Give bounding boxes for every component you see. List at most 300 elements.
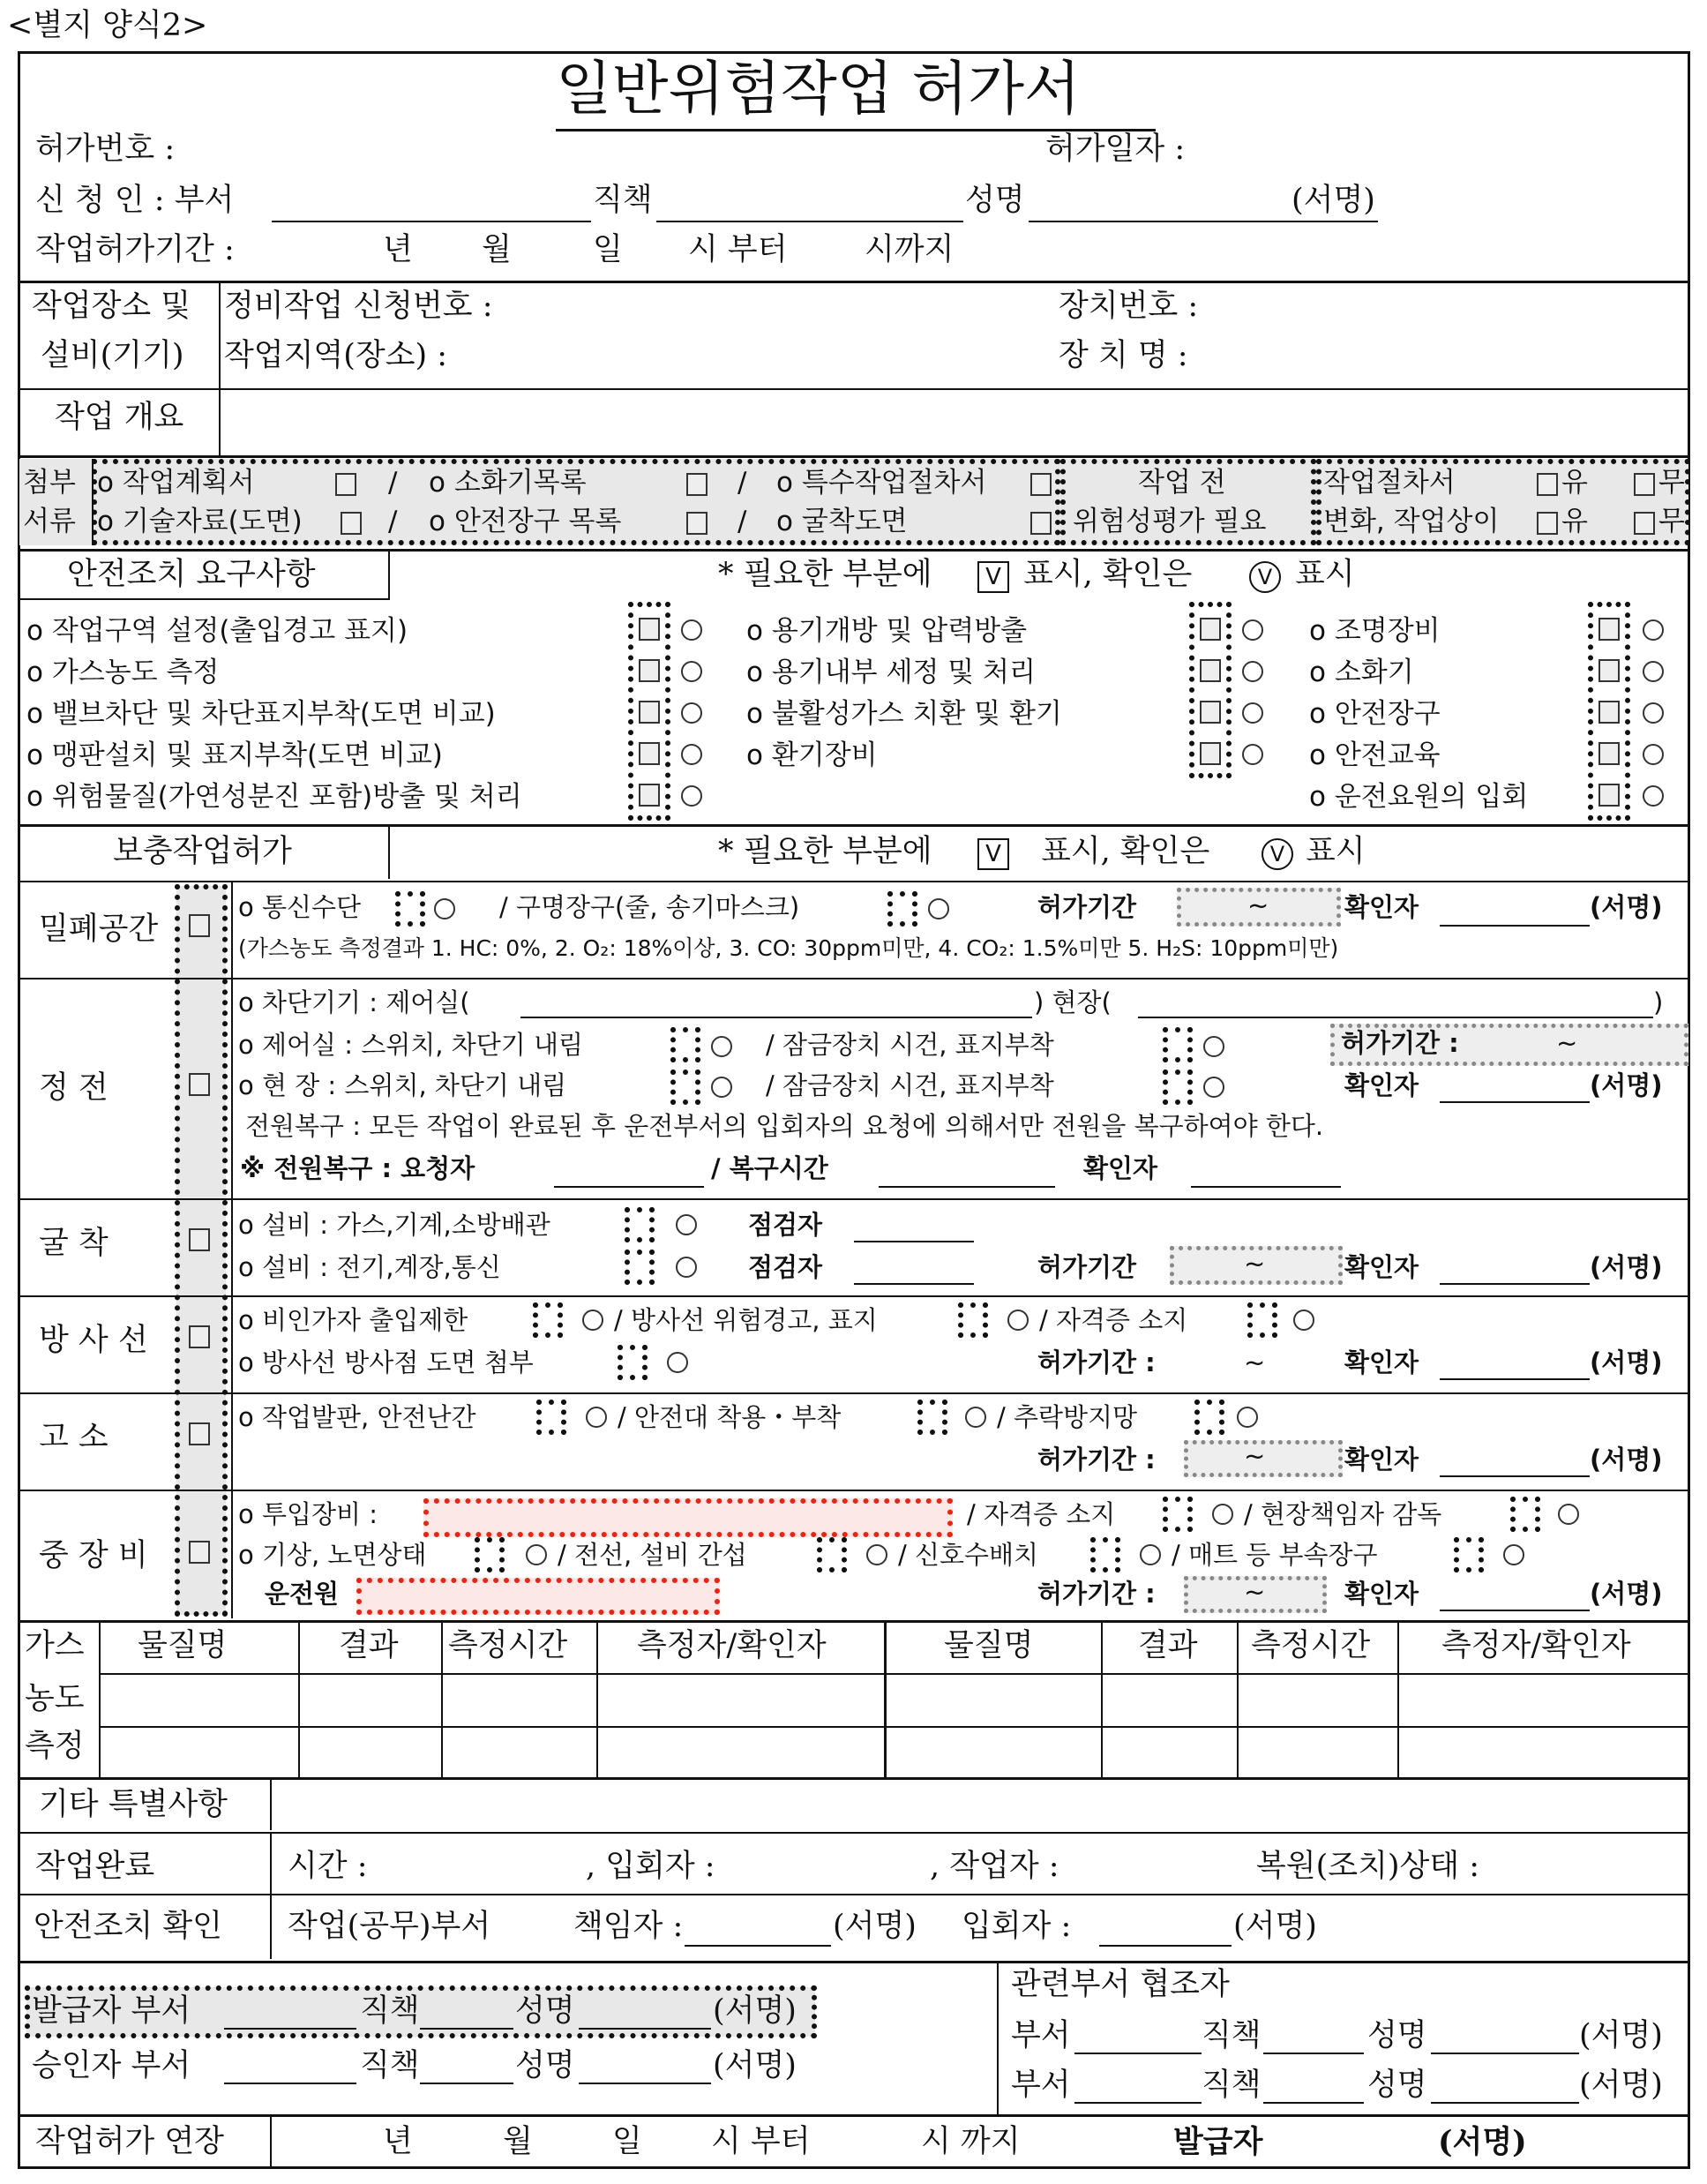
extension-label: 작업허가 연장 bbox=[35, 2124, 224, 2159]
risk-label-1: 작업 전 bbox=[1138, 467, 1226, 499]
heavy-mat-checkbox[interactable] bbox=[1454, 1537, 1484, 1572]
overview-field[interactable] bbox=[222, 392, 1687, 454]
safety-zone-checkbox[interactable] bbox=[639, 618, 660, 641]
power-site-lock-confirm[interactable] bbox=[1203, 1077, 1224, 1098]
attach-item-work-plan: o 작업계획서 bbox=[97, 467, 255, 499]
radiation-access-confirm[interactable] bbox=[582, 1310, 603, 1331]
safety-extinguisher-confirm[interactable] bbox=[1643, 661, 1664, 682]
height-sign: (서명) bbox=[1590, 1445, 1663, 1475]
excavation-checkbox[interactable] bbox=[189, 1228, 210, 1251]
divider bbox=[18, 1894, 1690, 1895]
proc-yes-1: 유 bbox=[1561, 467, 1588, 499]
heavy-line2b: / 전선, 설비 간섭 bbox=[558, 1540, 747, 1570]
divider bbox=[99, 1726, 1690, 1728]
power-control-room-field[interactable] bbox=[520, 1017, 1032, 1018]
power-line3b: / 잠금장치 시건, 표지부착 bbox=[766, 1070, 1054, 1100]
safety-item-operator: o 운전요원의 입회 bbox=[1309, 781, 1529, 813]
radiation-line1a: o 비인가자 출입제한 bbox=[238, 1305, 468, 1335]
divider bbox=[18, 455, 1690, 458]
proc-no-checkbox-1[interactable] bbox=[1634, 473, 1655, 496]
issuer-name: 성명 bbox=[515, 1993, 575, 2029]
complete-restore: 복원(조치)상태 : bbox=[1256, 1849, 1480, 1884]
complete-label: 작업완료 bbox=[35, 1849, 155, 1884]
safety-valve-checkbox[interactable] bbox=[639, 701, 660, 724]
divider bbox=[18, 388, 1690, 390]
safety-ppe-checkbox[interactable] bbox=[1598, 701, 1620, 724]
safety-vessel-open-confirm[interactable] bbox=[1242, 619, 1263, 641]
confined-period-label: 허가기간 bbox=[1037, 892, 1137, 922]
divider bbox=[231, 881, 233, 1618]
power-control-lock-checkbox[interactable] bbox=[1163, 1027, 1193, 1062]
approver-label: 승인자 부서 bbox=[32, 2048, 191, 2083]
divider bbox=[99, 1620, 101, 1777]
gas-header-result: 결과 bbox=[339, 1628, 399, 1663]
power-control-switch-checkbox[interactable] bbox=[670, 1027, 700, 1062]
safety-operator-confirm[interactable] bbox=[1643, 785, 1664, 807]
safety-hazmat-confirm[interactable] bbox=[681, 785, 702, 807]
power-line5a: ※ 전원복구 : 요청자 bbox=[240, 1153, 475, 1183]
radiation-line1c: / 자격증 소지 bbox=[1039, 1305, 1188, 1335]
complete-witness: , 입회자 : bbox=[586, 1849, 715, 1884]
power-period-tilde: ~ bbox=[1556, 1028, 1578, 1058]
issuer-name-field[interactable] bbox=[579, 2028, 711, 2030]
safety-zone-confirm[interactable] bbox=[681, 619, 702, 641]
divider bbox=[596, 1620, 598, 1777]
special-label: 기타 특별사항 bbox=[39, 1787, 228, 1822]
heavy-label: 중 장 비 bbox=[39, 1538, 148, 1573]
radiation-drawing-checkbox[interactable] bbox=[618, 1345, 648, 1380]
permit-date-label: 허가일자 : bbox=[1045, 131, 1186, 167]
height-railing-checkbox[interactable] bbox=[536, 1400, 566, 1435]
attach-tech-data-checkbox[interactable] bbox=[341, 512, 362, 535]
safety-gas-checkbox[interactable] bbox=[639, 659, 660, 682]
safety-vessel-clean-checkbox[interactable] bbox=[1200, 659, 1221, 682]
excavation-period-label: 허가기간 bbox=[1037, 1252, 1137, 1282]
divider bbox=[18, 978, 1690, 979]
coop-position-1-field[interactable] bbox=[1263, 2053, 1364, 2054]
heavy-interference-checkbox[interactable] bbox=[817, 1537, 847, 1572]
height-railing-confirm[interactable] bbox=[586, 1407, 607, 1428]
power-control-switch-confirm[interactable] bbox=[711, 1036, 732, 1057]
supp-title: 보충작업허가 bbox=[113, 834, 292, 869]
divider bbox=[1101, 1620, 1103, 1777]
safety-vent-checkbox[interactable] bbox=[1200, 742, 1221, 765]
divider bbox=[270, 2114, 272, 2169]
radiation-sign: (서명) bbox=[1590, 1347, 1663, 1377]
radiation-checkbox[interactable] bbox=[189, 1325, 210, 1348]
heavy-interference-confirm[interactable] bbox=[866, 1544, 887, 1565]
divider bbox=[270, 1832, 272, 1959]
supp-v-mark: V bbox=[977, 838, 1009, 870]
height-line1a: o 작업발판, 안전난간 bbox=[238, 1402, 476, 1432]
power-period-label: 허가기간 : bbox=[1341, 1028, 1459, 1058]
confined-sign: (서명) bbox=[1590, 892, 1663, 922]
period-to: 시까지 bbox=[865, 232, 955, 267]
attach-item-excavation-dwg: o 굴착도면 bbox=[776, 506, 908, 537]
excavation-label: 굴 착 bbox=[39, 1226, 109, 1261]
height-line1c: / 추락방지망 bbox=[997, 1402, 1138, 1432]
confined-label: 밀폐공간 bbox=[39, 912, 159, 947]
applicant-name-field[interactable] bbox=[1029, 221, 1378, 222]
divider bbox=[997, 1961, 999, 2114]
divider bbox=[18, 1777, 1690, 1780]
proc-label-1: 작업절차서 bbox=[1323, 467, 1456, 499]
height-confirmer: 확인자 bbox=[1344, 1445, 1419, 1475]
power-line5c: 확인자 bbox=[1083, 1153, 1158, 1183]
applicant-dept-label: 신 청 인 : 부서 bbox=[35, 183, 235, 218]
divider bbox=[18, 1961, 1690, 1963]
confined-line2: (가스농도 측정결과 1. HC: 0%, 2. O₂: 18%이상, 3. CO: 30ppm미만, 4. CO₂: 1.5%미만 5. H₂S: 10ppm미만) bbox=[238, 935, 1339, 961]
height-confirmer-field[interactable] bbox=[1440, 1475, 1590, 1477]
excavation-inspector-2-field[interactable] bbox=[854, 1283, 974, 1285]
heavy-supervisor-confirm[interactable] bbox=[1558, 1504, 1579, 1525]
confirm-dept: 작업(공무)부서 bbox=[288, 1909, 491, 1944]
gas-header-result-2: 결과 bbox=[1138, 1628, 1198, 1663]
location-label-1: 작업장소 및 bbox=[32, 289, 191, 324]
safety-vent-confirm[interactable] bbox=[1242, 744, 1263, 765]
power-control-lock-confirm[interactable] bbox=[1203, 1036, 1224, 1057]
form-label: <별지 양식2> bbox=[7, 8, 208, 43]
extension-from: 시 부터 bbox=[711, 2124, 811, 2159]
height-net-checkbox[interactable] bbox=[1194, 1400, 1224, 1435]
height-checkbox[interactable] bbox=[189, 1422, 210, 1445]
safety-item-zone: o 작업구역 설정(출입경고 표지) bbox=[26, 615, 408, 647]
attach-slash: / bbox=[388, 506, 398, 537]
safety-item-education: o 안전교육 bbox=[1309, 739, 1441, 771]
heavy-license-confirm[interactable] bbox=[1212, 1504, 1233, 1525]
divider bbox=[1237, 1620, 1239, 1777]
issuer-position-field[interactable] bbox=[420, 2028, 513, 2030]
power-confirmer-field[interactable] bbox=[1440, 1101, 1590, 1103]
proc-no-checkbox-2[interactable] bbox=[1634, 512, 1655, 535]
divider bbox=[92, 459, 94, 545]
coop-position-2: 직책 bbox=[1202, 2068, 1262, 2103]
applicant-position-field[interactable] bbox=[656, 221, 963, 222]
radiation-line2: o 방사선 방사점 도면 첨부 bbox=[238, 1347, 534, 1377]
safety-item-vessel-clean: o 용기내부 세정 및 처리 bbox=[746, 657, 1036, 688]
gas-header-inspector-2: 측정자/확인자 bbox=[1441, 1628, 1631, 1663]
safety-hazmat-checkbox[interactable] bbox=[639, 784, 660, 807]
issuer-dept-field[interactable] bbox=[224, 2028, 356, 2030]
safety-inert-confirm[interactable] bbox=[1242, 702, 1263, 724]
confined-lifesaving-checkbox[interactable] bbox=[887, 891, 917, 927]
issuer-sign: (서명) bbox=[713, 1993, 797, 2029]
divider bbox=[441, 1620, 443, 1777]
heavy-weather-checkbox[interactable] bbox=[475, 1537, 505, 1572]
attach-extinguisher-checkbox[interactable] bbox=[686, 473, 708, 496]
coop-sign-1: (서명) bbox=[1579, 2018, 1663, 2053]
heavy-mat-confirm[interactable] bbox=[1503, 1544, 1524, 1565]
safety-lighting-confirm[interactable] bbox=[1643, 619, 1664, 641]
divider bbox=[1397, 1620, 1399, 1777]
confined-line1b: / 구명장구(줄, 송기마스크) bbox=[499, 892, 800, 922]
coop-dept-2: 부서 bbox=[1011, 2068, 1071, 2103]
gas-header-time-2: 측정시간 bbox=[1251, 1628, 1371, 1663]
power-confirmer: 확인자 bbox=[1344, 1070, 1419, 1100]
coop-name-2-field[interactable] bbox=[1431, 2102, 1579, 2104]
power-site-lock-checkbox[interactable] bbox=[1163, 1069, 1193, 1105]
excavation-inspector-1: 점검자 bbox=[748, 1210, 823, 1240]
gas-header-inspector: 측정자/확인자 bbox=[637, 1628, 827, 1663]
safety-note-mid: 표시, 확인은 bbox=[1023, 557, 1193, 592]
safety-item-valve: o 밸브차단 및 차단표지부착(도면 비교) bbox=[26, 698, 496, 730]
coop-dept-2-field[interactable] bbox=[1074, 2102, 1202, 2104]
radiation-drawing-confirm[interactable] bbox=[667, 1352, 688, 1373]
supp-note-pre: * 필요한 부분에 bbox=[718, 834, 932, 869]
heavy-confirmer-field[interactable] bbox=[1440, 1610, 1590, 1611]
height-harness-confirm[interactable] bbox=[965, 1407, 986, 1428]
safety-education-confirm[interactable] bbox=[1643, 744, 1664, 765]
approver-name-field[interactable] bbox=[579, 2083, 711, 2084]
power-line2b: / 잠금장치 시건, 표지부착 bbox=[766, 1030, 1054, 1060]
divider bbox=[18, 1295, 1690, 1297]
special-field[interactable] bbox=[273, 1781, 1685, 1828]
overview-label: 작업 개요 bbox=[55, 400, 184, 435]
heavy-equipment-field[interactable] bbox=[423, 1498, 953, 1537]
confined-comm-checkbox[interactable] bbox=[395, 891, 425, 927]
safety-vessel-open-checkbox[interactable] bbox=[1200, 618, 1221, 641]
height-net-confirm[interactable] bbox=[1237, 1407, 1258, 1428]
divider bbox=[18, 1490, 1690, 1491]
attach-special-proc-checkbox[interactable] bbox=[1030, 473, 1052, 496]
confirm-sign-2: (서명) bbox=[1233, 1909, 1317, 1944]
power-restore-time-field[interactable] bbox=[879, 1186, 1055, 1188]
excavation-confirmer: 확인자 bbox=[1344, 1252, 1419, 1282]
power-line1a: o 차단기기 : 제어실( bbox=[238, 987, 470, 1017]
power-site-switch-confirm[interactable] bbox=[711, 1077, 732, 1098]
heavy-line1c: / 현장책임자 감독 bbox=[1244, 1499, 1442, 1529]
power-line2a: o 제어실 : 스위치, 차단기 내림 bbox=[238, 1030, 583, 1060]
applicant-dept-field[interactable] bbox=[272, 221, 591, 222]
extension-sign: (서명) bbox=[1438, 2124, 1527, 2160]
extension-year: 년 bbox=[383, 2124, 413, 2159]
safety-extinguisher-checkbox[interactable] bbox=[1598, 659, 1620, 682]
radiation-warning-checkbox[interactable] bbox=[958, 1302, 988, 1338]
proc-yes-checkbox-2[interactable] bbox=[1537, 512, 1558, 535]
attach-slash: / bbox=[388, 467, 398, 499]
heavy-line2a: o 기상, 노면상태 bbox=[238, 1540, 427, 1570]
heavy-supervisor-checkbox[interactable] bbox=[1510, 1497, 1540, 1532]
divider bbox=[298, 1620, 300, 1777]
gas-header-time: 측정시간 bbox=[448, 1628, 568, 1663]
safety-lighting-checkbox[interactable] bbox=[1598, 618, 1620, 641]
extension-to: 시 까지 bbox=[921, 2124, 1021, 2159]
period-month: 월 bbox=[482, 232, 512, 267]
radiation-access-checkbox[interactable] bbox=[533, 1302, 563, 1338]
power-site-field[interactable] bbox=[1138, 1017, 1653, 1018]
power-label: 정 전 bbox=[39, 1070, 109, 1106]
divider bbox=[18, 1832, 1690, 1834]
confirm-label: 안전조치 확인 bbox=[34, 1909, 222, 1944]
excavation-mech-checkbox[interactable] bbox=[625, 1207, 655, 1242]
heavy-signal-checkbox[interactable] bbox=[1090, 1537, 1120, 1572]
heavy-line3: 운전원 bbox=[265, 1579, 340, 1609]
gas-label-2: 농도 bbox=[25, 1681, 85, 1716]
height-period-tilde: ~ bbox=[1244, 1441, 1266, 1471]
area-label: 작업지역(장소) : bbox=[224, 338, 448, 373]
confirm-sign-1: (서명) bbox=[833, 1909, 917, 1944]
radiation-label: 방 사 선 bbox=[39, 1323, 148, 1358]
v-mark-sample: V bbox=[977, 561, 1009, 593]
device-no-label: 장치번호 : bbox=[1059, 289, 1199, 324]
power-requester-field[interactable] bbox=[554, 1186, 704, 1188]
divider bbox=[99, 1673, 1690, 1675]
heavy-line2d: / 매트 등 부속장구 bbox=[1172, 1540, 1378, 1570]
safety-valve-confirm[interactable] bbox=[681, 702, 702, 724]
v-circle-sample: V bbox=[1249, 561, 1281, 593]
coop-dept-1: 부서 bbox=[1011, 2018, 1071, 2053]
safety-ppe-confirm[interactable] bbox=[1643, 702, 1664, 724]
proc-yes-checkbox-1[interactable] bbox=[1537, 473, 1558, 496]
heavy-period-tilde: ~ bbox=[1244, 1577, 1266, 1607]
safety-gas-confirm[interactable] bbox=[681, 661, 702, 682]
attach-slash: / bbox=[737, 506, 747, 537]
supp-v-circle: V bbox=[1262, 838, 1293, 870]
safety-item-extinguisher: o 소화기 bbox=[1309, 657, 1414, 688]
heavy-line2c: / 신호수배치 bbox=[898, 1540, 1039, 1570]
safety-item-vent: o 환기장비 bbox=[746, 739, 878, 771]
confined-checkbox[interactable] bbox=[189, 914, 210, 937]
power-checkbox[interactable] bbox=[189, 1073, 210, 1096]
safety-note-post: 표시 bbox=[1295, 557, 1355, 592]
attach-slash: / bbox=[737, 467, 747, 499]
approver-position: 직책 bbox=[360, 2048, 420, 2083]
proc-no-2: 무 bbox=[1658, 506, 1685, 537]
coop-title: 관련부서 협조자 bbox=[1011, 1967, 1230, 2002]
coop-name-1: 성명 bbox=[1367, 2018, 1427, 2053]
excavation-inspector-1-field[interactable] bbox=[854, 1241, 974, 1242]
safety-item-blind: o 맹판설치 및 표지부착(도면 비교) bbox=[26, 739, 443, 771]
gas-header-substance-2: 물질명 bbox=[944, 1628, 1034, 1663]
confined-comm-confirm[interactable] bbox=[434, 898, 455, 919]
excavation-sign: (서명) bbox=[1590, 1252, 1663, 1282]
safety-title: 안전조치 요구사항 bbox=[67, 557, 316, 592]
attach-label-2: 서류 bbox=[23, 506, 76, 537]
permit-no-label: 허가번호 : bbox=[35, 131, 176, 167]
coop-sign-2: (서명) bbox=[1579, 2068, 1663, 2103]
radiation-license-confirm[interactable] bbox=[1293, 1310, 1314, 1331]
excavation-confirmer-field[interactable] bbox=[1440, 1283, 1590, 1285]
excavation-elec-confirm[interactable] bbox=[676, 1257, 697, 1278]
complete-worker: , 작업자 : bbox=[930, 1849, 1059, 1884]
gas-header-substance: 물질명 bbox=[138, 1628, 228, 1663]
power-restore-confirmer-field[interactable] bbox=[1191, 1186, 1341, 1188]
period-from: 시 부터 bbox=[688, 232, 788, 267]
safety-operator-checkbox[interactable] bbox=[1598, 784, 1620, 807]
excavation-mech-confirm[interactable] bbox=[676, 1214, 697, 1235]
confined-confirmer-field[interactable] bbox=[1440, 925, 1590, 927]
coop-position-1: 직책 bbox=[1202, 2018, 1262, 2053]
attach-work-plan-checkbox[interactable] bbox=[335, 473, 356, 496]
radiation-period-label: 허가기간 : bbox=[1037, 1347, 1156, 1377]
attach-item-tech-data: o 기술자료(도면) bbox=[97, 506, 303, 537]
proc-no-1: 무 bbox=[1658, 467, 1685, 499]
attach-label-1: 첨부 bbox=[23, 467, 76, 499]
confined-lifesaving-confirm[interactable] bbox=[928, 898, 949, 919]
height-harness-checkbox[interactable] bbox=[917, 1400, 947, 1435]
divider bbox=[18, 2114, 1690, 2117]
safety-item-inert: o 불활성가스 치환 및 환기 bbox=[746, 698, 1062, 730]
confirm-witness: 입회자 : bbox=[962, 1909, 1072, 1944]
divider bbox=[18, 1198, 1690, 1200]
gas-label-1: 가스 bbox=[25, 1628, 85, 1663]
safety-vessel-clean-confirm[interactable] bbox=[1242, 661, 1263, 682]
safety-item-vessel-open: o 용기개방 및 압력방출 bbox=[746, 615, 1028, 647]
applicant-position-label: 직책 bbox=[593, 183, 653, 218]
coop-dept-1-field[interactable] bbox=[1074, 2053, 1202, 2054]
applicant-sign-label: (서명) bbox=[1291, 183, 1375, 218]
radiation-line1b: / 방사선 위험경고, 표지 bbox=[614, 1305, 878, 1335]
attach-ppe-list-checkbox[interactable] bbox=[686, 512, 708, 535]
divider bbox=[18, 1392, 1690, 1394]
safety-blind-checkbox[interactable] bbox=[639, 742, 660, 765]
power-line3a: o 현 장 : 스위치, 차단기 내림 bbox=[238, 1070, 567, 1100]
approver-name: 성명 bbox=[515, 2048, 575, 2083]
heavy-sign: (서명) bbox=[1590, 1579, 1663, 1609]
attach-excavation-dwg-checkbox[interactable] bbox=[1030, 512, 1052, 535]
divider bbox=[18, 1620, 1690, 1623]
location-label-2: 설비(기기) bbox=[41, 338, 184, 373]
excavation-line2: o 설비 : 전기,계장,통신 bbox=[238, 1252, 501, 1282]
excavation-elec-checkbox[interactable] bbox=[625, 1250, 655, 1285]
confirm-manager-field[interactable] bbox=[685, 1945, 831, 1947]
divider bbox=[219, 281, 221, 457]
power-site-switch-checkbox[interactable] bbox=[670, 1069, 700, 1105]
heavy-signal-confirm[interactable] bbox=[1140, 1544, 1161, 1565]
confirm-manager: 책임자 : bbox=[573, 1909, 684, 1944]
period-day: 일 bbox=[593, 232, 623, 267]
power-sign: (서명) bbox=[1590, 1070, 1663, 1100]
safety-item-gas: o 가스농도 측정 bbox=[26, 657, 220, 688]
power-line5b: / 복구시간 bbox=[711, 1153, 828, 1183]
radiation-warning-confirm[interactable] bbox=[1007, 1310, 1029, 1331]
excavation-period-tilde: ~ bbox=[1244, 1249, 1266, 1279]
approver-position-field[interactable] bbox=[420, 2083, 513, 2084]
coop-name-1-field[interactable] bbox=[1431, 2053, 1579, 2054]
proc-label-2: 변화, 작업상이 bbox=[1323, 506, 1500, 537]
heavy-weather-confirm[interactable] bbox=[526, 1544, 547, 1565]
supp-note-post: 표시 bbox=[1306, 834, 1366, 869]
coop-position-2-field[interactable] bbox=[1263, 2102, 1364, 2104]
heavy-operator-field[interactable] bbox=[356, 1578, 720, 1615]
extension-month: 월 bbox=[503, 2124, 533, 2159]
radiation-period-tilde: ~ bbox=[1244, 1347, 1266, 1377]
heavy-confirmer: 확인자 bbox=[1344, 1579, 1419, 1609]
risk-label-2: 위험성평가 필요 bbox=[1073, 506, 1267, 537]
safety-blind-confirm[interactable] bbox=[681, 744, 702, 765]
attach-item-extinguisher: o 소화기목록 bbox=[429, 467, 587, 499]
safety-note-pre: * 필요한 부분에 bbox=[718, 557, 932, 592]
height-line1b: / 안전대 착용・부착 bbox=[618, 1402, 842, 1432]
heavy-license-checkbox[interactable] bbox=[1163, 1497, 1193, 1532]
page-title: 일반위험작업 허가서 bbox=[556, 55, 1081, 123]
radiation-license-checkbox[interactable] bbox=[1247, 1302, 1277, 1338]
heavy-checkbox[interactable] bbox=[189, 1541, 210, 1564]
divider bbox=[18, 281, 1690, 283]
heavy-period-label: 허가기간 : bbox=[1037, 1579, 1156, 1609]
extension-day: 일 bbox=[612, 2124, 642, 2159]
divider bbox=[884, 1620, 887, 1777]
issuer-label: 발급자 부서 bbox=[32, 1993, 191, 2029]
device-name-label: 장 치 명 : bbox=[1059, 338, 1188, 373]
radiation-confirmer-field[interactable] bbox=[1440, 1378, 1590, 1380]
applicant-name-label: 성명 bbox=[965, 183, 1025, 218]
safety-education-checkbox[interactable] bbox=[1598, 742, 1620, 765]
confined-confirmer: 확인자 bbox=[1344, 892, 1419, 922]
safety-inert-checkbox[interactable] bbox=[1200, 701, 1221, 724]
approver-dept-field[interactable] bbox=[224, 2083, 356, 2084]
confirm-witness-field[interactable] bbox=[1099, 1945, 1232, 1947]
